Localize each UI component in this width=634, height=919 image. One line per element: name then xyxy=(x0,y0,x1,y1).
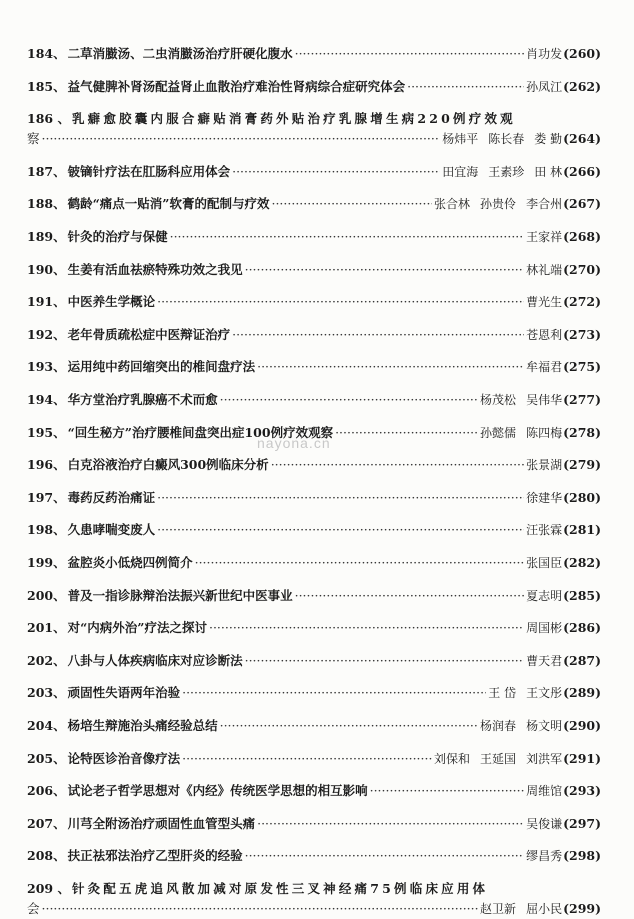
entry-authors xyxy=(434,195,562,212)
entry-title: 铍镝针疗法在肛肠科应用体会 xyxy=(67,163,231,179)
author-name: 陈长春 xyxy=(488,132,525,147)
entry-authors xyxy=(480,717,562,734)
toc-entry-line xyxy=(27,325,601,345)
page-number: (273) xyxy=(563,326,601,342)
page-number: (267) xyxy=(563,196,601,212)
toc-entry-line xyxy=(27,260,601,280)
leader-dots xyxy=(232,327,524,342)
author-name: 杨润春 xyxy=(480,719,517,733)
entry-authors xyxy=(488,684,562,701)
leader-dots xyxy=(295,46,524,61)
entry-number: 203、 xyxy=(27,685,66,701)
watermark: nayona.cn xyxy=(257,435,331,451)
entry-title: 顽固性失语两年治验 xyxy=(67,685,181,701)
page-number: (266) xyxy=(563,163,601,179)
entry-title: 八卦与人体疾病临床对应诊断法 xyxy=(67,652,243,668)
entry-authors xyxy=(526,587,562,604)
toc-entry xyxy=(27,390,601,410)
entry-authors xyxy=(526,293,562,310)
page-number: (293) xyxy=(563,783,601,799)
leader-dots xyxy=(407,79,524,94)
author-name: 夏志明 xyxy=(526,588,563,603)
entry-number: 193、 xyxy=(27,359,66,375)
author-name: 田宜海 xyxy=(442,164,479,179)
leader-dots xyxy=(182,751,432,766)
author-name: 孙凤江 xyxy=(526,79,563,94)
entry-title: 乳癖愈胶囊内服合癖贴消膏药外贴治疗乳腺增生病220例疗效观 xyxy=(71,111,516,127)
author-name: 杨茂松 xyxy=(480,393,517,407)
entry-number: 207、 xyxy=(27,815,66,831)
author-name: 苍恩利 xyxy=(526,327,563,342)
leader-dots xyxy=(42,131,441,146)
entry-authors xyxy=(526,619,562,636)
toc-entry xyxy=(27,651,601,671)
toc-entry-line xyxy=(27,227,601,247)
author-name: 吴伟华 xyxy=(526,393,563,407)
author-name: 王 岱 xyxy=(488,686,517,701)
page-number: (289) xyxy=(563,685,601,701)
entry-authors xyxy=(526,847,562,864)
page-number: (268) xyxy=(563,229,601,244)
author-name: 田 林 xyxy=(534,164,563,179)
page-number: (280) xyxy=(563,489,601,505)
toc-entry-line xyxy=(27,292,601,312)
toc-entry xyxy=(27,553,601,573)
leader-dots xyxy=(245,653,524,668)
leader-dots xyxy=(335,425,478,440)
toc-entry xyxy=(27,260,601,280)
toc-entry-line xyxy=(27,749,601,769)
leader-dots xyxy=(295,588,524,603)
entry-number: 194、 xyxy=(27,392,66,407)
toc-entry-line xyxy=(27,44,601,64)
entry-authors xyxy=(526,45,562,62)
entry-number: 206、 xyxy=(27,783,66,799)
entry-title: 运用纯中药回缩突出的椎间盘疗法 xyxy=(67,359,256,375)
author-name: 缪昌秀 xyxy=(526,849,563,864)
entry-number: 202、 xyxy=(27,652,66,668)
entry-authors xyxy=(480,424,562,441)
leader-dots xyxy=(271,457,524,472)
entry-authors xyxy=(434,750,562,767)
toc-entry-line xyxy=(27,194,601,214)
toc-entry xyxy=(27,44,601,64)
entry-title: 二草消臌汤、二虫消臌汤治疗肝硬化腹水 xyxy=(67,46,293,61)
entry-title: 老年骨质疏松症中医辩证治疗 xyxy=(67,326,231,342)
author-name: 徐建华 xyxy=(526,490,563,505)
entry-number: 190、 xyxy=(27,261,66,277)
author-name: 杨文明 xyxy=(526,719,563,733)
author-name: 曹天君 xyxy=(526,653,563,668)
author-name: 曹光生 xyxy=(526,295,563,310)
toc-entry-line xyxy=(27,553,601,573)
entry-title: 益气健脾补肾汤配益肾止血散治疗难治性肾病综合症研究体会 xyxy=(67,78,406,94)
entry-authors xyxy=(480,391,562,408)
author-name: 王家祥 xyxy=(526,230,563,244)
entry-number: 195、 xyxy=(27,424,66,440)
entry-authors xyxy=(526,261,562,278)
leader-dots xyxy=(271,196,432,211)
entry-title: 论特医诊治音像疗法 xyxy=(67,750,181,766)
author-name: 王文彤 xyxy=(526,686,563,701)
entry-number: 188、 xyxy=(27,196,66,212)
toc-entry xyxy=(27,325,601,345)
toc-entry xyxy=(27,520,601,540)
leader-dots xyxy=(42,901,479,916)
toc-entry-line xyxy=(27,618,601,638)
entry-authors xyxy=(526,326,562,343)
author-name: 肖功发 xyxy=(526,47,563,61)
page-number: (291) xyxy=(563,750,601,766)
entry-number: 208、 xyxy=(27,848,66,864)
toc-entry-line xyxy=(27,586,601,606)
entry-title: 针灸配五虎追风散加减对原发性三叉神经痛75例临床应用体 xyxy=(71,881,489,896)
entry-title: 华方堂治疗乳腺癌不术而愈 xyxy=(67,392,218,407)
entry-title: 川芎全附汤治疗顽固性血管型头痛 xyxy=(67,815,256,831)
entry-number: 189、 xyxy=(27,229,66,244)
leader-dots xyxy=(257,816,524,831)
entry-authors xyxy=(526,782,562,799)
entry-authors xyxy=(442,163,562,180)
leader-dots xyxy=(157,522,524,537)
entry-title: 盆腔炎小低烧四例简介 xyxy=(67,555,193,570)
leader-dots xyxy=(245,262,524,277)
toc-entry-line xyxy=(27,488,601,508)
toc-entry xyxy=(27,162,601,182)
toc-entry-line xyxy=(27,109,601,129)
toc-entry-line xyxy=(27,846,601,866)
author-name: 杨炜平 xyxy=(442,132,479,147)
entry-title: 普及一指诊脉辩治法振兴新世纪中医事业 xyxy=(67,587,293,603)
entry-title: 白克浴液治疗白癜风300例临床分析 xyxy=(67,457,269,473)
leader-dots xyxy=(209,620,524,635)
toc-entry-line xyxy=(27,357,601,377)
author-name: 刘洪军 xyxy=(526,751,563,766)
leader-dots xyxy=(232,164,440,179)
toc-entry-line xyxy=(27,879,601,899)
page-number: (282) xyxy=(563,555,601,570)
entry-number: 201、 xyxy=(27,620,66,636)
toc-entry xyxy=(27,227,601,247)
entry-title: 对“内病外治”疗法之探讨 xyxy=(67,620,207,636)
author-name: 屈小民 xyxy=(526,902,563,916)
entry-title: 鹤龄“痛点一贴消”软膏的配制与疗效 xyxy=(67,196,270,212)
entry-authors xyxy=(526,521,562,538)
page-number: (286) xyxy=(563,620,601,636)
toc-entry-line xyxy=(27,77,601,97)
entry-number: 186 、 xyxy=(27,111,70,127)
toc-entry-line xyxy=(27,455,601,475)
page-number: (272) xyxy=(563,294,601,310)
author-name: 王延国 xyxy=(480,751,517,766)
leader-dots xyxy=(370,783,524,798)
page-number: (275) xyxy=(563,359,601,375)
author-name: 林礼端 xyxy=(526,262,563,277)
entry-authors xyxy=(526,815,562,832)
entry-title: 杨培生辩施治头痛经验总结 xyxy=(67,718,218,733)
author-name: 娄 勤 xyxy=(534,132,563,147)
toc-entry xyxy=(27,109,601,149)
toc-entry xyxy=(27,77,601,97)
page-number: (279) xyxy=(563,457,601,473)
author-name: 牟福君 xyxy=(526,360,563,375)
page-number: (281) xyxy=(563,522,601,538)
author-name: 张景湖 xyxy=(526,458,563,473)
toc-entry-line xyxy=(27,716,601,736)
page-number: (290) xyxy=(563,718,601,733)
entry-authors xyxy=(526,78,562,95)
author-name: 赵卫新 xyxy=(480,902,517,916)
leader-dots xyxy=(170,229,524,244)
author-name: 张合林 xyxy=(434,197,471,212)
toc-entry xyxy=(27,716,601,736)
toc-entry-line xyxy=(27,899,601,919)
entry-authors xyxy=(526,554,562,571)
toc-entry-line xyxy=(27,520,601,540)
toc-entry xyxy=(27,194,601,214)
toc-entry xyxy=(27,455,601,475)
leader-dots xyxy=(157,294,524,309)
toc-entry xyxy=(27,879,601,919)
entry-title: “回生秘方”治疗腰椎间盘突出症100例疗效观察 xyxy=(67,424,334,440)
leader-dots xyxy=(220,718,478,733)
page-number: (260) xyxy=(563,46,601,61)
page-number: (262) xyxy=(563,78,601,94)
author-name: 刘保和 xyxy=(434,751,471,766)
toc-entry-line xyxy=(27,651,601,671)
toc-entry xyxy=(27,749,601,769)
entry-authors xyxy=(526,358,562,375)
entry-title-continued: 会 xyxy=(27,901,40,916)
page-number: (298) xyxy=(563,848,601,864)
leader-dots xyxy=(157,490,524,505)
entry-title: 扶正祛邪法治疗乙型肝炎的经验 xyxy=(67,848,243,864)
leader-dots xyxy=(245,848,524,863)
author-name: 王素珍 xyxy=(488,164,525,179)
entry-authors xyxy=(526,489,562,506)
entry-authors xyxy=(442,130,562,147)
toc-entry-line xyxy=(27,781,601,801)
entry-authors xyxy=(526,652,562,669)
toc-entry-line xyxy=(27,683,601,703)
page-number: (299) xyxy=(563,901,601,916)
entry-title: 毒药反药治痛证 xyxy=(67,489,156,505)
entry-number: 209 、 xyxy=(27,881,70,896)
page-number: (297) xyxy=(563,815,601,831)
entry-authors xyxy=(526,456,562,473)
entry-number: 185、 xyxy=(27,78,66,94)
toc-entry xyxy=(27,846,601,866)
entry-authors xyxy=(480,900,562,917)
author-name: 周国彬 xyxy=(526,621,563,636)
entry-authors xyxy=(526,228,562,245)
author-name: 李合州 xyxy=(526,197,563,212)
page-number: (278) xyxy=(563,424,601,440)
page-number: (287) xyxy=(563,652,601,668)
author-name: 周维馆 xyxy=(526,784,563,799)
entry-title: 中医养生学概论 xyxy=(67,294,156,310)
entry-title: 试论老子哲学思想对《内经》传统医学思想的相互影响 xyxy=(67,783,368,799)
author-name: 孙懿儒 xyxy=(480,425,517,440)
leader-dots xyxy=(182,685,486,700)
entry-number: 192、 xyxy=(27,326,66,342)
author-name: 孙贵伶 xyxy=(480,197,517,212)
entry-title-continued: 察 xyxy=(27,131,40,147)
leader-dots xyxy=(195,555,524,570)
entry-number: 204、 xyxy=(27,718,66,733)
toc-entry xyxy=(27,357,601,377)
entry-number: 197、 xyxy=(27,489,66,505)
entry-number: 187、 xyxy=(27,163,66,179)
leader-dots xyxy=(220,392,478,407)
author-name: 吴俊谦 xyxy=(526,816,563,831)
page-number: (285) xyxy=(563,587,601,603)
toc-entry-line xyxy=(27,129,601,149)
toc-entry xyxy=(27,618,601,638)
entry-number: 184、 xyxy=(27,46,66,61)
entry-title: 生姜有活血祛瘀特殊功效之我见 xyxy=(67,261,243,277)
toc-entry xyxy=(27,781,601,801)
toc-entry-line xyxy=(27,162,601,182)
author-name: 陈四梅 xyxy=(526,425,563,440)
author-name: 汪张霖 xyxy=(526,523,563,538)
page-number: (277) xyxy=(563,392,601,407)
toc-entry xyxy=(27,292,601,312)
entry-number: 196、 xyxy=(27,457,66,473)
toc-entry-line xyxy=(27,390,601,410)
toc-entry-line xyxy=(27,814,601,834)
entry-title: 久患哮喘变废人 xyxy=(67,522,156,538)
toc-entry xyxy=(27,586,601,606)
toc-entry xyxy=(27,683,601,703)
page-number: (264) xyxy=(563,131,601,147)
entry-number: 198、 xyxy=(27,522,66,538)
entry-number: 205、 xyxy=(27,750,66,766)
page-number: (270) xyxy=(563,261,601,277)
entry-title: 针灸的治疗与保健 xyxy=(67,229,168,244)
toc-entry xyxy=(27,814,601,834)
entry-number: 200、 xyxy=(27,587,66,603)
leader-dots xyxy=(257,359,524,374)
toc-entry xyxy=(27,488,601,508)
entry-number: 191、 xyxy=(27,294,66,310)
author-name: 张国臣 xyxy=(526,556,563,570)
entry-number: 199、 xyxy=(27,555,66,570)
